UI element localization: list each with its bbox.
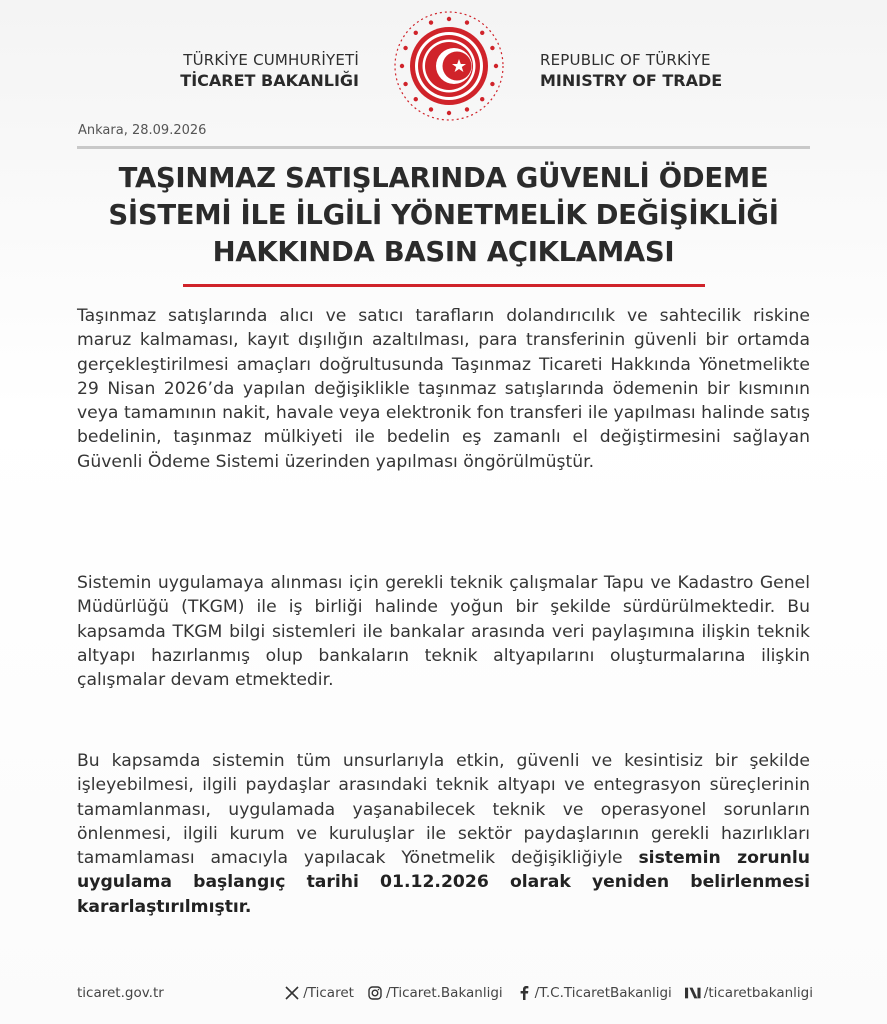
social-facebook[interactable] [516,985,672,1001]
footer [77,985,813,1007]
social-nsosyal[interactable] [685,985,813,1001]
website-link[interactable]: ticaret.gov.tr [77,985,164,1001]
paragraph-3 [77,749,810,919]
header-divider [77,146,810,149]
org-name-turkish [180,50,359,91]
paragraph-2: Sistemin uygulamaya alınması için gerekli teknik çalışmalar Tapu ve Kadastro Genel Müdürlüğü (TKGM) ile iş birliği halinde yoğun bir şekilde sürdürülmektedir. Bu kapsamda TKGM bilgi sistemleri ile bankalar arasında veri paylaşımına ilişkin teknik altyapı hazırlanmış olup bankaların teknik altyapılarını oluşturmalarına ilişkin çalışmalar devam etmektedir. [77,573,810,691]
social-instagram[interactable] [367,985,503,1001]
x-icon [284,985,300,1001]
paragraph-1: Taşınmaz satışlarında alıcı ve satıcı tarafların dolandırıcılık ve sahtecilik riskine maruz kalmaması, kayıt dışılığın azaltılması, para transferinin güvenli bir ortamda gerçekleştirilmesi amaçları doğrultusunda Taşınmaz Ticareti Hakkında Yönetmelikte 29 Nisan 2026’da yapılan değişiklikle taşınmaz satışlarında ödemenin bir kısmının veya tamamının nakit, havale veya elektronik fon transferi ile yapılması halinde satış bedelinin, taşınmaz mülkiyeti ile bedelin eş zamanlı el değiştirmesini sağlayan Güvenli Ödeme Sistemi üzerinden yapılması öngörülmüştür. [77,306,810,472]
nsosyal-icon [685,985,701,1001]
page-title [60,160,827,271]
title-underline [183,284,705,287]
org-tr-line1: TÜRKİYE CUMHURİYETİ [183,51,359,69]
paragraph-3-text: Bu kapsamda sistemin tüm unsurlarıyla etkin, güvenli ve kesintisiz bir şekilde işleyebilmesi, ilgili paydaşlar arasındaki teknik altyapı ve entegrasyon süreçlerinin tamamlanması, uygulamada yaşanabilecek teknik ve operasyonel sorunların önlenmesi, ilgili kurum ve kuruluşlar ile sektör paydaşlarının gerekli hazırlıkları tamamlaması amacıyla yapılacak Yönetmelik değişikliğiyle [77,751,810,869]
org-name-english [540,50,722,91]
org-tr-line2: TİCARET BAKANLIĞI [180,71,359,90]
social-nsosyal-handle: /ticaretbakanligi [703,985,813,1001]
org-en-line2: MINISTRY OF TRADE [540,71,723,90]
social-links [284,985,813,1001]
social-facebook-handle: /T.C.TicaretBakanligi [534,985,672,1001]
social-x-handle: /Ticaret [303,985,354,1001]
letterhead [0,0,887,125]
date-location: Ankara, 28.09.2026 [78,123,207,138]
social-x[interactable] [284,985,354,1001]
title-line-2: SİSTEMİ İLE İLGİLİ YÖNETMELİK DEĞİŞİKLİĞİ [108,199,779,231]
facebook-icon [516,985,532,1001]
social-instagram-handle: /Ticaret.Bakanligi [385,985,503,1001]
instagram-icon [367,985,383,1001]
ministry-emblem-icon [393,10,505,122]
paragraph-3-bold: sistemin zorunlu uygulama başlangıç tarihi 01.12.2026 olarak yeniden belirlenmesi kararlaştırılmıştır. [77,848,810,917]
title-line-1: TAŞINMAZ SATIŞLARINDA GÜVENLİ ÖDEME [118,162,769,194]
org-en-line1: REPUBLIC OF TÜRKİYE [540,51,711,69]
title-line-3: HAKKINDA BASIN AÇIKLAMASI [212,236,675,268]
